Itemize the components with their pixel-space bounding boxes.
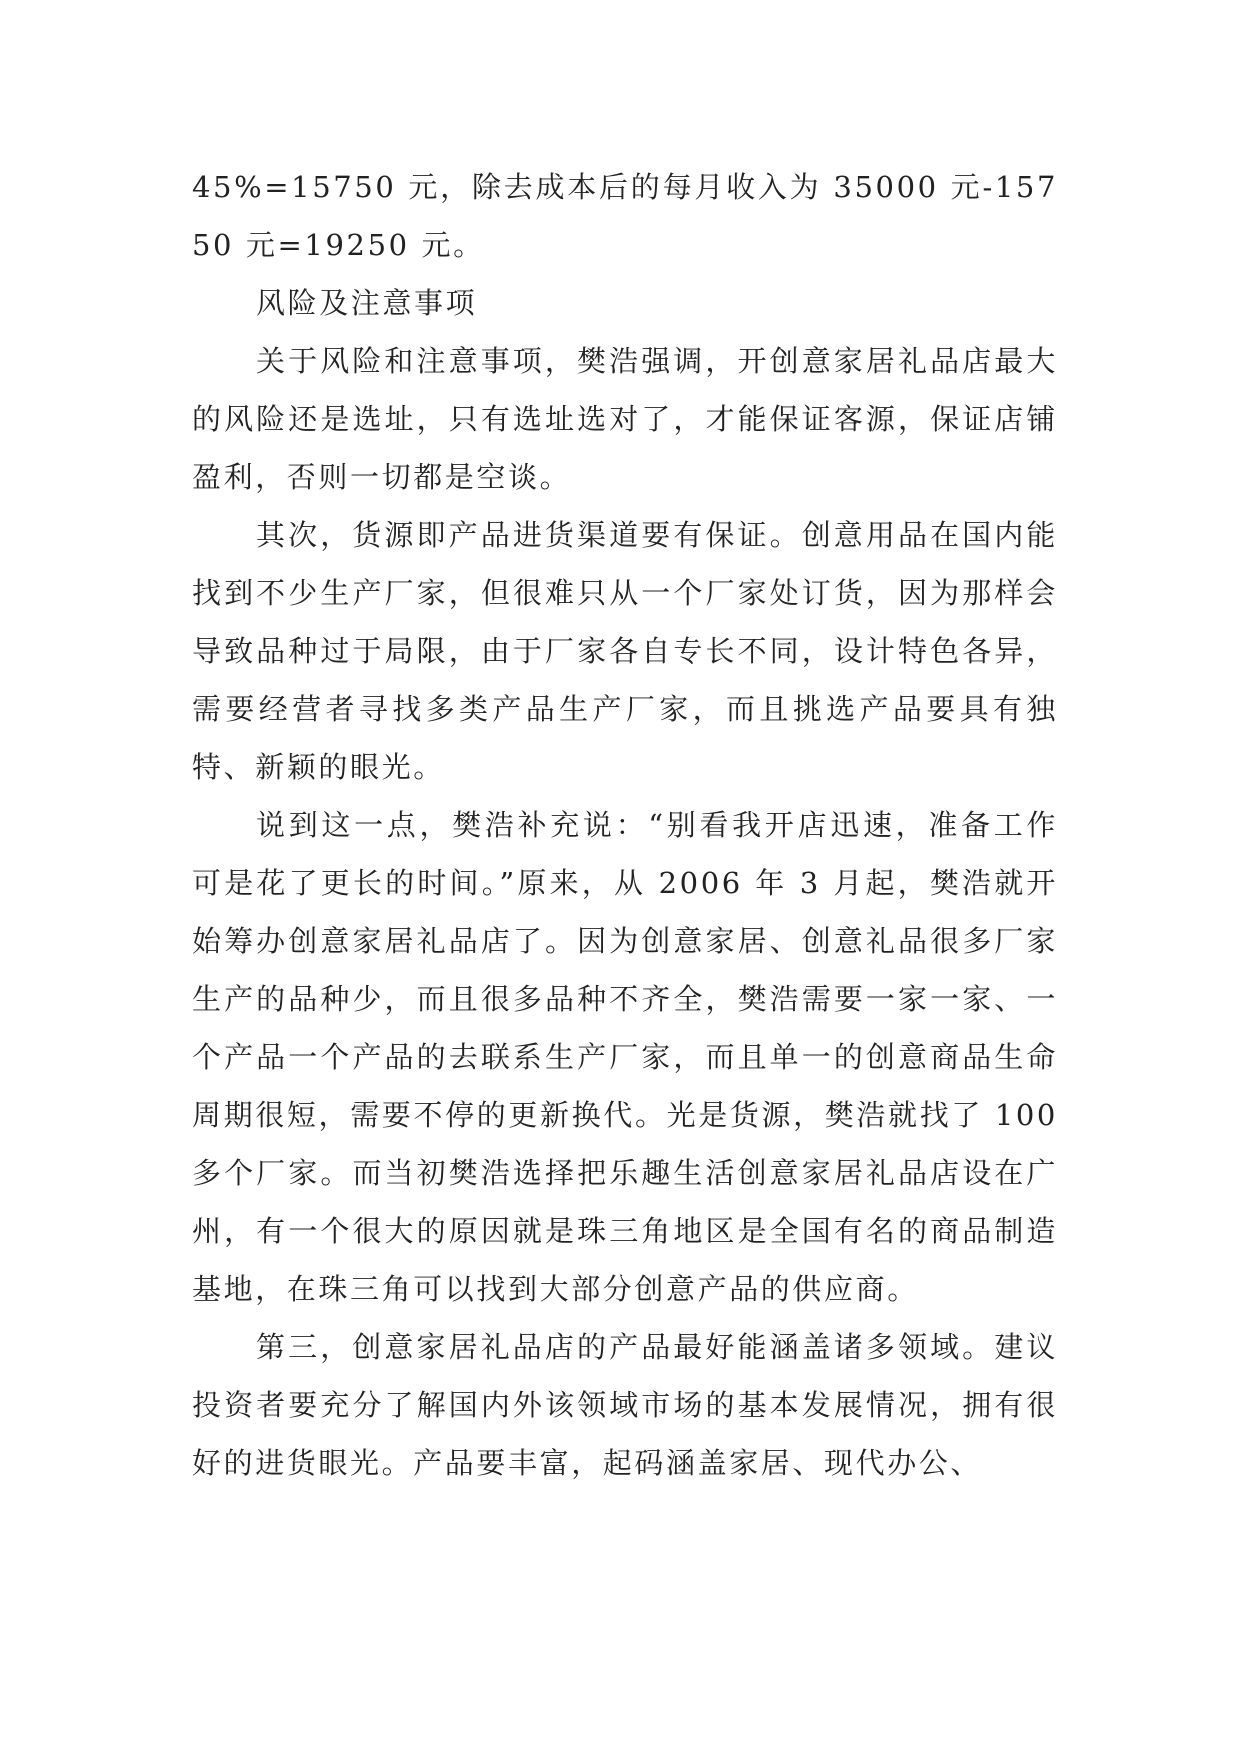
paragraph-continuation: 45%=15750 元，除去成本后的每月收入为 35000 元-15750 元=19250 元。: [192, 170, 1058, 262]
paragraph-product-range: 第三，创意家居礼品店的产品最好能涵盖诸多领域。建议投资者要充分了解国内外该领域市场的基本发展情况，拥有很好的进货眼光。产品要丰富，起码涵盖家居、现代办公、: [192, 1330, 1058, 1480]
section-heading: 风险及注意事项: [256, 286, 478, 320]
paragraph-risk: 关于风险和注意事项，樊浩强调，开创意家居礼品店最大的风险还是选址，只有选址选对了，才能保证客源，保证店铺盈利，否则一切都是空谈。: [192, 344, 1058, 494]
paragraph-preparation: 说到这一点，樊浩补充说：“别看我开店迅速，准备工作可是花了更长的时间。”原来，从 2006 年 3 月起，樊浩就开始筹办创意家居礼品店了。因为创意家居、创意礼品很多厂家生产的品种少，而且很多品种不齐全，樊浩需要一家一家、一个产品一个产品的去联系生产厂家，而且单一的创意商品生命周期很短，需要不停的更新换代。光是货源，樊浩就找了 100 多个厂家。而当初樊浩选择把乐趣生活创意家居礼品店设在广州，有一个很大的原因就是珠三角地区是全国有名的商品制造基地，在珠三角可以找到大部分创意产品的供应商。: [192, 808, 1058, 1306]
paragraph-supply: 其次，货源即产品进货渠道要有保证。创意用品在国内能找到不少生产厂家，但很难只从一个厂家处订货，因为那样会导致品种过于局限，由于厂家各自专长不同，设计特色各异，需要经营者寻找多类产品生产厂家，而且挑选产品要具有独特、新颖的眼光。: [192, 518, 1058, 784]
body-text: [192, 158, 1058, 1492]
